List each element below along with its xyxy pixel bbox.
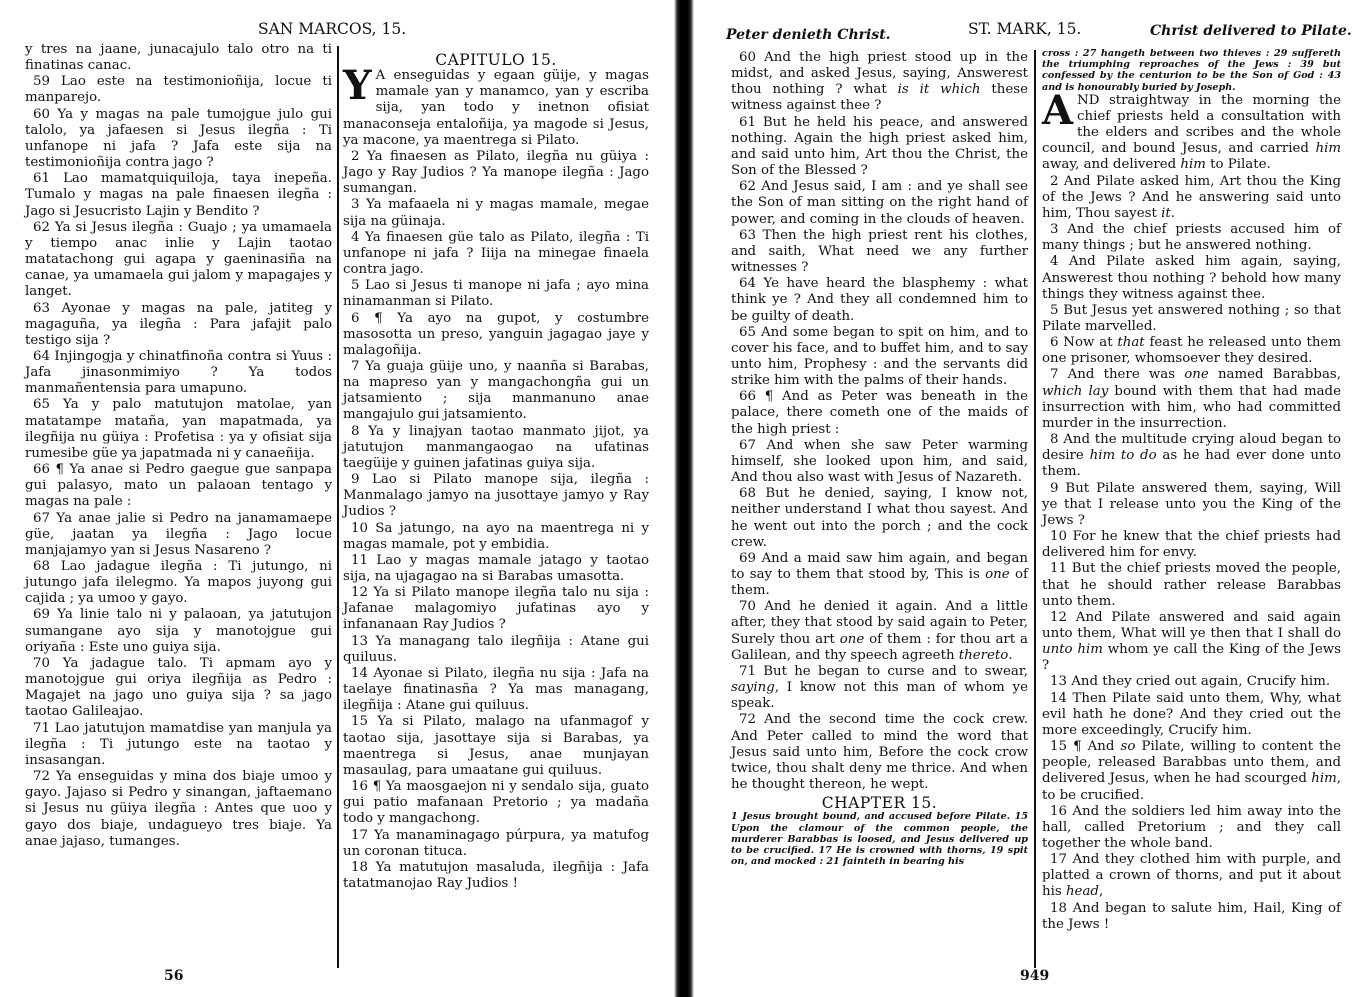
verse	[1042, 222, 1341, 254]
verse: 64 Injingogja y chinatfinoña contra si Yuus : Jafa jinasonmimiyo ? Ya todos manmañentensia para umapuno.	[25, 348, 332, 397]
verse-text: 65 And some began to spit on him, and to cover his face, and to buffet him, and to say unto him, Prophesy : and the servants did strike him with the palms of their hands.	[731, 324, 1028, 389]
verse-text: , I know not this man of whom ye speak.	[731, 680, 1028, 712]
verse: 69 Ya linie talo ni y palaoan, ya jatutujon sumangane ayo sija y manotojgue gui oriyaña : Este uno guiya sija.	[25, 607, 332, 655]
verse-text: 10 For he knew that the chief priests had delivered him for envy.	[1042, 529, 1341, 561]
verse-text: .	[1170, 205, 1175, 221]
verse-1	[1042, 86, 1341, 174]
verse-text: 68 But he denied, saying, I know not, neither understand I what thou sayest. And he went out into the porch ; and the cock crew.	[731, 486, 1028, 550]
verse-text: 8 And the multitude crying aloud began to desire	[1042, 432, 1341, 464]
verse-italic-text: head	[1065, 884, 1099, 900]
verse-italic-text: thereto	[958, 647, 1009, 663]
verse-text: to Pilate.	[1205, 157, 1271, 173]
verse-text: 13 And they cried out again, Crucify him.	[1050, 674, 1331, 690]
verse: 2 Ya finaesen as Pilato, ilegña nu güiya : Jago y Ray Judios ? Ya manope ilegña : Jago sumangan.	[343, 148, 649, 197]
verse-text: of them : for thou art a Galilean, and thy speech agreeth	[731, 631, 1028, 663]
running-head-right: ST. MARK, 15.	[968, 20, 1082, 38]
verse-italic-text: unto him	[1042, 642, 1103, 658]
headline-right: Christ delivered to Pilate.	[1150, 23, 1352, 39]
verse-text: 72 And the second time the cock crew. And Peter called to mind the word that Jesus said unto him, Before the cock crow twice, thou shalt deny me thrice. And when he thought thereon, he wept.	[731, 712, 1028, 793]
verse-text: ND straightway in the morning the chief priests held a consultation with the elders and scribes and the whole council, and bound Jesus, and carried	[1042, 92, 1341, 157]
verse: 4 Ya finaesen güe talo as Pilato, ilegña : Ti unfanope ni jafa ? Iiija na minegae finaela contra jago.	[343, 229, 649, 278]
chapter-heading: CAPITULO 15.	[435, 51, 557, 69]
verse	[1042, 481, 1341, 529]
verse: 65 Ya y palo matutujon matolae, yan matatampe mataña, yan mapatmada, ya ilegñija nu güiya : Profetisa : ya y ofisiat sija rumesibe güe ya japatmada ni y canaeñija.	[25, 397, 332, 461]
verse-text: Pilate, willing to content the people, released Barabbas unto them, and delivered Jesus, when he had scourged	[1042, 739, 1342, 787]
verse: 11 Lao y magas mamale jatago y taotao sija, na ujagagao na si Barabas umasotta.	[343, 552, 649, 584]
chapter-summary: 1 Jesus brought bound, and accused before Pilate. 15 Upon the clamour of the common people, the murderer Barabbas is loosed, and Jesus delivered up to be crucified. 17 He is crowned with thorns, 19 spit on, and mocked : 21 fainteth in bearing his	[731, 811, 1028, 868]
verse	[731, 486, 1028, 551]
verse: 13 Ya managang talo ilegñija : Atane gui quiluus.	[343, 633, 649, 665]
verse-text: these witness against thee ?	[731, 82, 1028, 114]
verse: 60 Ya y magas na pale tumojgue julo gui talolo, ya jafaesen si Jesus ilegña : Ti unfanope ni jafa ? Jafa este sija na testimonioñija contra jago ?	[25, 106, 332, 171]
verse-text: as he had ever done unto them.	[1042, 448, 1341, 480]
verse-text: away, and delivered	[1042, 157, 1181, 173]
verse: 62 Ya si Jesus ilegña : Guajo ; ya umamaela y tiempo anac inlie y Lajin taotao matatachong gui agapa y gaeninasiña na canae, ya umamaela gui jalom y mapagajes y langet.	[25, 219, 332, 300]
verse-text: 71 But he began to curse and to swear,	[739, 663, 1028, 679]
verse-text: feast he released unto them one prisoner, whomsoever they desired.	[1042, 335, 1341, 367]
verse-text: named Barabbas,	[1208, 367, 1341, 383]
verse-text: 63 Then the high priest rent his clothes, and saith, What need we any further witnesses ?	[731, 227, 1028, 276]
verse	[1042, 901, 1341, 933]
verse: 14 Ayonae si Pilato, ilegña nu sija : Jafa na taelaye finatinasña ? Ya mas managang, ilegñija : Atane gui quiluus.	[343, 665, 649, 714]
verse	[731, 712, 1028, 793]
verse	[1042, 691, 1341, 739]
drop-cap: Y	[343, 62, 372, 110]
verse-italic-text: him	[1315, 141, 1341, 157]
verse: 72 Ya enseguidas y mina dos biaje umoo y gayo. Jajaso si Pedro y sinangan, jaftaemano si Jesus nu güiya ilegña : Antes que uoo y gayo dos biaje, undagueyo tres biaje. Ya anae jajaso, tumanges.	[25, 769, 332, 849]
left-column-2	[343, 52, 649, 892]
right-column-1	[731, 50, 1028, 867]
verse	[731, 50, 1028, 115]
verse	[1042, 254, 1341, 302]
verse: 67 Ya anae jalie si Pedro na janamamaepe güe, jaatan ya ilegña : Jago locue manjajamyo yan si Jesus Nasareno ?	[25, 510, 332, 558]
verse	[731, 115, 1028, 180]
verses-list	[343, 149, 649, 892]
verse-italic-text: him	[1180, 157, 1206, 173]
verse: 9 Lao si Pilato manope sija, ilegña : Manmalago jamyo na jusottaye jamyo y Ray Judios ?	[343, 472, 649, 520]
verses-list	[731, 50, 1028, 793]
verse-italic-text: that	[1117, 335, 1145, 351]
verse	[1042, 561, 1341, 609]
verse-text: 15 ¶ And	[1050, 739, 1121, 755]
verse-text: 11 But the chief priests moved the people, that he should rather release Barabbas unto them.	[1042, 561, 1341, 609]
verse-text: 66 ¶ And as Peter was beneath in the palace, there cometh one of the maids of the high priest :	[731, 389, 1028, 437]
verse: 71 Lao jatutujon mamatdise yan manjula ya ilegña : Ti jutungo este na taotao y insasangan.	[25, 720, 332, 768]
verse-italic-text: is it which	[897, 82, 981, 98]
verse-text: 9 But Pilate answered them, saying, Will ye that I release unto you the King of the Jews ?	[1042, 480, 1341, 528]
verse-text: whom ye call the King of the Jews ?	[1042, 642, 1341, 674]
verse-text: 60 And the high priest stood up in the midst, and asked Jesus, saying, Answerest thou nothing ? what	[731, 50, 1028, 98]
drop-cap: A	[1042, 86, 1074, 134]
verse-text: 16 And the soldiers led him away into the hall, called Pretorium ; and they call together the whole band.	[1042, 803, 1341, 851]
column-rule	[337, 46, 339, 968]
verse-text: 70 And he denied it again. And a little after, they that stood by said again to Peter, Surely thou art	[731, 599, 1028, 647]
verse-italic-text: saying	[731, 680, 775, 696]
verse-italic-text: it	[1161, 205, 1171, 221]
verse-italic-text: one	[1184, 367, 1209, 383]
verse	[731, 228, 1028, 276]
verse	[1042, 674, 1341, 690]
verse	[1042, 529, 1341, 561]
verse-italic-text: one	[839, 631, 865, 647]
verse	[1042, 174, 1341, 222]
verse	[1042, 367, 1341, 432]
verse: 68 Lao jadague ilegña : Ti jutungo, ni jutungo jafa ilelegmo. Ya mapos juyong gui cajida ; ya umoo y gayo.	[25, 559, 332, 607]
verse: 6 ¶ Ya ayo na gupot, y costumbre masosotta un preso, yanguin jagagao jaye y malagoñija.	[343, 310, 649, 358]
verse-text: 62 And Jesus said, I am : and ye shall see the Son of man sitting on the right hand of power, and coming in the clouds of heaven.	[731, 179, 1028, 227]
headline-left: Peter denieth Christ.	[726, 27, 891, 43]
verse-text: 17 And they clothed him with purple, and platted a crown of thorns, and put it about his	[1042, 852, 1341, 900]
verse	[731, 664, 1028, 712]
verse-text: 64 Ye have heard the blasphemy : what think ye ? And they all condemned him to be guilty of death.	[731, 276, 1028, 324]
verse-text: 7 And there was	[1050, 367, 1185, 383]
right-column-2	[1042, 48, 1341, 933]
verse-italic-text: so	[1120, 739, 1136, 755]
book-gutter	[674, 0, 694, 997]
verse-text: 69 And a maid saw him again, and began to say to them that stood by, This is	[731, 550, 1028, 582]
left-column-1	[25, 42, 332, 850]
verse-text: 2 And Pilate asked him, Art thou the King of the Jews ? And he answering said unto him, Thou sayest	[1042, 173, 1341, 221]
verse: 8 Ya y linajyan taotao manmato jijot, ya jatutujon manmangaogao na ufatinas taegüije y guinen jafatinas guiya sija.	[343, 423, 649, 471]
verse: 63 Ayonae y magas na pale, jatiteg y magaguña, ya ilegña : Para jafajit palo testigo sija ?	[25, 300, 332, 348]
verse	[1042, 335, 1341, 367]
verse-text: of them.	[731, 567, 1028, 599]
verse	[1042, 804, 1341, 852]
verse-italic-text: one	[985, 567, 1010, 582]
verse: 66 ¶ Ya anae si Pedro gaegue gue sanpapa gui palasyo, mato un palaoan tentago y magas na pale :	[25, 462, 332, 510]
verse-text: .	[1008, 647, 1013, 663]
verse	[1042, 852, 1341, 900]
verse: 7 Ya guaja güije uno, y naanña si Barabas, na mapreso yan y mangachongña gui un jatsamiento ; sija manmanuno anae mangajulo gui jatsamiento.	[343, 358, 649, 423]
verse: 59 Lao este na testimonioñija, locue ti manparejo.	[25, 74, 332, 106]
verse: 70 Ya jadague talo. Ti apmam ayo y manotojgue gui oriya ilegñija as Pedro : Magajet na jago uno guiya sija ? sa jago taotao Galileajao.	[25, 655, 332, 720]
verse-italic-text: him to do	[1089, 448, 1157, 464]
verse-italic-text: him	[1311, 771, 1337, 787]
verse-text: 6 Now at	[1050, 335, 1118, 351]
verse	[1042, 610, 1341, 675]
verse: 16 ¶ Ya maosgaejon ni y sendalo sija, guato gui patio mafanaan Pretorio ; ya madaña todo y mangachong.	[343, 779, 649, 827]
verses-list	[1042, 174, 1341, 933]
verse: 18 Ya matutujon masaluda, ilegñija : Jafa tatatmanojao Ray Judios !	[343, 859, 649, 891]
verse-italic-text: which lay	[1042, 383, 1109, 399]
verse	[731, 599, 1028, 664]
verse	[731, 179, 1028, 227]
verse-text: 5 But Jesus yet answered nothing ; so that Pilate marvelled.	[1042, 302, 1341, 334]
verse-text: , to be crucified.	[1042, 771, 1341, 803]
verse: 10 Sa jatungo, na ayo na maentrega ni y magas mamale, pot y embidia.	[343, 520, 649, 552]
page-number-left: 56	[164, 968, 184, 984]
verse-text: ,	[1098, 884, 1104, 900]
verse-text: bound with them that had made insurrection with him, who had committed murder in the insurrection.	[1042, 383, 1341, 431]
verse-text: 18 And began to salute him, Hail, King of the Jews !	[1042, 900, 1341, 932]
verse	[731, 389, 1028, 437]
verse-text: 61 But he held his peace, and answered nothing. Again the high priest asked him, and said unto him, Art thou the Christ, the Son of the Blessed ?	[731, 114, 1028, 179]
right-page	[700, 0, 1371, 997]
verse: 12 Ya si Pilato manope ilegña talo nu sija : Jafanae malagomiyo jufatinas ayo y infananaan Ray Judios ?	[343, 585, 649, 633]
verse: 61 Lao mamatquiquiloja, taya inepeña. Tumalo y magas na pale finaesen ilegña : Jago si Jesucristo Lajin y Bendito ?	[25, 171, 332, 219]
page-number-right: 949	[1020, 968, 1050, 984]
verse: 3 Ya mafaaela ni y magas mamale, megae sija na güinaja.	[343, 197, 649, 229]
left-page	[0, 0, 672, 997]
verse	[731, 325, 1028, 390]
column-rule	[1034, 50, 1036, 968]
verse	[731, 551, 1028, 599]
running-head-left: SAN MARCOS, 15.	[258, 20, 407, 38]
verse: y tres na jaane, junacajulo talo otro na ti finatinas canac.	[25, 42, 332, 74]
verse-text: 12 And Pilate answered and said again unto them, What will ye then that I shall do	[1042, 609, 1341, 641]
verse: 17 Ya manaminagago púrpura, ya matufog un coronan tituca.	[343, 827, 649, 859]
verse	[731, 438, 1028, 486]
verse-text: 67 And when she saw Peter warming himself, she looked upon him, and said, And thou also wast with Jesus of Nazareth.	[731, 437, 1028, 486]
chapter-heading: CHAPTER 15.	[821, 794, 938, 813]
verse-1: Y A enseguidas y egaan güije, y magas mamale yan y manamco, yan y escriba sija, yan todo y inetnon ofisiat manaconseja entaloñija, ya magode si Jesus, ya macone, ya maentrega si Pilato.	[343, 62, 649, 148]
verse	[1042, 303, 1341, 335]
verse-text: 4 And Pilate asked him again, saying, Answerest thou nothing ? behold how many things they witness against thee.	[1042, 254, 1341, 302]
verse-text: 14 Then Pilate said unto them, Why, what evil hath he done? And they cried out the more exceedingly, Crucify him.	[1042, 690, 1341, 738]
verse	[731, 276, 1028, 324]
verse-text: 3 And the chief priests accused him of many things ; but he answered nothing.	[1042, 222, 1341, 254]
chapter-summary-continued: cross : 27 hangeth between two thieves : 29 suffereth the triumphing reproaches of the Jews : 39 but confessed by the centurion to be the Son of God : 43 and is honourably buried by Joseph.	[1042, 48, 1341, 93]
verse: 5 Lao si Jesus ti manope ni jafa ; ayo mina ninamanman si Pilato.	[343, 278, 649, 310]
verse: 15 Ya si Pilato, malago na ufanmagof y taotao sija, jasottaye sija si Barabas, ya maentrega si Jesus, anae munjayan masaulag, para umaatane gui quiluus.	[343, 714, 649, 778]
verse	[1042, 432, 1341, 480]
verse	[1042, 739, 1341, 804]
